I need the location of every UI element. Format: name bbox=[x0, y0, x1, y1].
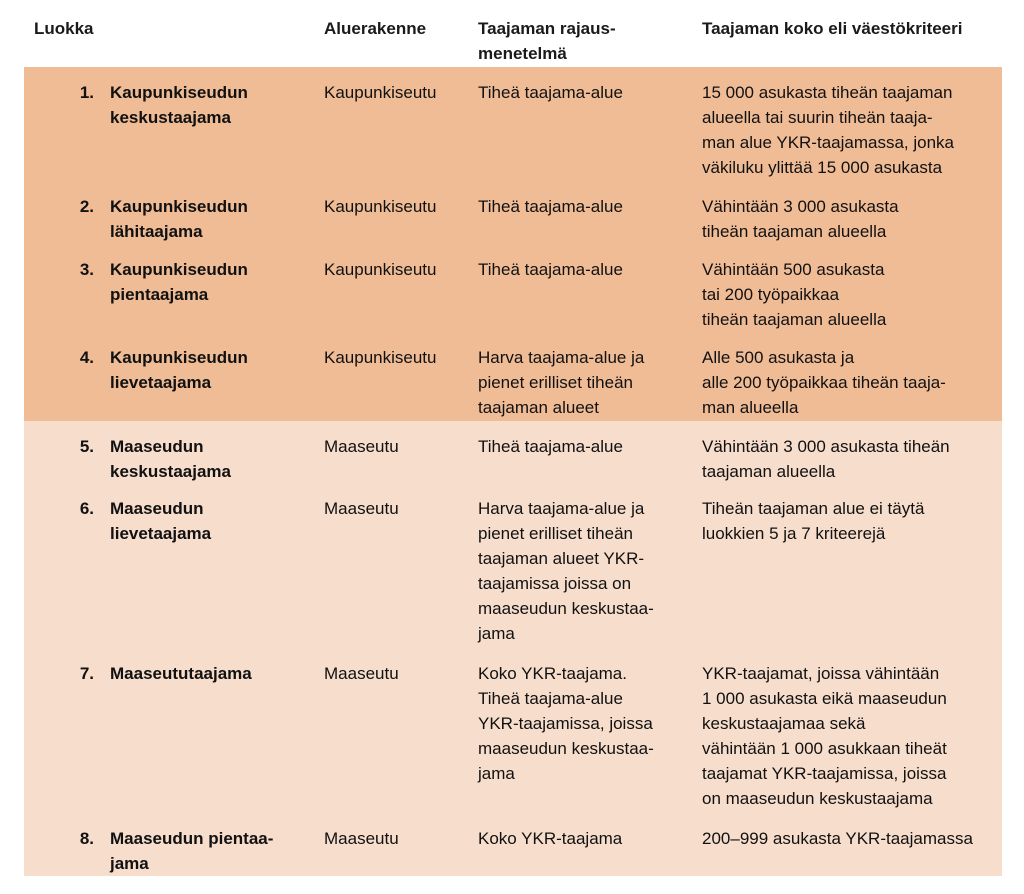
row-area-structure: Maaseutu bbox=[324, 499, 399, 518]
row-number: 1. bbox=[79, 83, 94, 102]
row-method: Harva taajama-alue ja pienet erilliset tiheän taajaman alueet bbox=[478, 348, 645, 417]
header-delimitation-method: Taajaman rajaus- menetelmä bbox=[478, 19, 616, 63]
row-method: Tiheä taajama-alue bbox=[478, 437, 623, 456]
row-number: 7. bbox=[79, 664, 94, 683]
row-area-structure: Kaupunkiseutu bbox=[324, 260, 437, 279]
header-area-structure: Aluerakenne bbox=[324, 19, 427, 38]
row-method: Tiheä taajama-alue bbox=[478, 197, 623, 216]
row-class-name: Kaupunkiseudun lähitaajama bbox=[110, 197, 248, 241]
row-class-name: Kaupunkiseudun pientaajama bbox=[110, 260, 248, 304]
row-area-structure: Kaupunkiseutu bbox=[324, 83, 437, 102]
row-criteria: YKR-taajamat, joissa vähintään 1 000 asukasta eikä maaseudun keskustaajamaa sekä vähintään 1 000 asukkaan tiheät taajamat YKR-taajamissa, joissa on maaseudun keskustaajama bbox=[702, 664, 947, 808]
row-number: 2. bbox=[79, 197, 94, 216]
row-method: Koko YKR-taajama. Tiheä taajama-alue YKR-taajamissa, joissa maaseudun keskustaa- jama bbox=[478, 664, 654, 783]
header-population-criteria: Taajaman koko eli väestökriteeri bbox=[702, 19, 963, 38]
row-method: Koko YKR-taajama bbox=[478, 829, 623, 848]
classification-table bbox=[24, 0, 1002, 873]
row-area-structure: Maaseutu bbox=[324, 829, 399, 848]
row-method: Tiheä taajama-alue bbox=[478, 83, 623, 102]
row-class-name: Kaupunkiseudun lievetaajama bbox=[110, 348, 248, 392]
row-number: 4. bbox=[79, 348, 94, 367]
row-number: 5. bbox=[79, 437, 94, 456]
row-area-structure: Maaseutu bbox=[324, 664, 399, 683]
row-class-name: Maaseututaajama bbox=[110, 664, 252, 683]
row-area-structure: Kaupunkiseutu bbox=[324, 197, 437, 216]
row-criteria: 15 000 asukasta tiheän taajaman alueella tai suurin tiheän taaja- man alue YKR-taajamassa, jonka väkiluku ylittää 15 000 asukasta bbox=[702, 83, 954, 177]
row-criteria: Alle 500 asukasta ja alle 200 työpaikkaa tiheän taaja- man alueella bbox=[702, 348, 946, 417]
row-area-structure: Maaseutu bbox=[324, 437, 399, 456]
row-criteria: Vähintään 500 asukasta tai 200 työpaikkaa tiheän taajaman alueella bbox=[702, 260, 887, 329]
row-number: 3. bbox=[79, 260, 94, 279]
row-criteria: Vähintään 3 000 asukasta tiheän taajaman alueella bbox=[702, 437, 950, 481]
row-criteria: Vähintään 3 000 asukasta tiheän taajaman alueella bbox=[702, 197, 899, 241]
table-header bbox=[24, 0, 1002, 68]
row-number: 8. bbox=[79, 829, 94, 848]
row-method: Tiheä taajama-alue bbox=[478, 260, 623, 279]
row-method: Harva taajama-alue ja pienet erilliset tiheän taajaman alueet YKR- taajamissa joissa on maaseudun keskustaa- jama bbox=[478, 499, 654, 643]
row-class-name: Maaseudun pientaa- jama bbox=[110, 829, 274, 873]
row-number: 6. bbox=[79, 499, 94, 518]
row-class-name: Maaseudun keskustaajama bbox=[110, 437, 231, 481]
header-class: Luokka bbox=[34, 19, 94, 38]
row-criteria: 200–999 asukasta YKR-taajamassa bbox=[702, 829, 973, 848]
row-class-name: Kaupunkiseudun keskustaajama bbox=[110, 83, 248, 127]
row-area-structure: Kaupunkiseutu bbox=[324, 348, 437, 367]
row-criteria: Tiheän taajaman alue ei täytä luokkien 5 ja 7 kriteerejä bbox=[702, 499, 925, 543]
row-class-name: Maaseudun lievetaajama bbox=[110, 499, 212, 543]
